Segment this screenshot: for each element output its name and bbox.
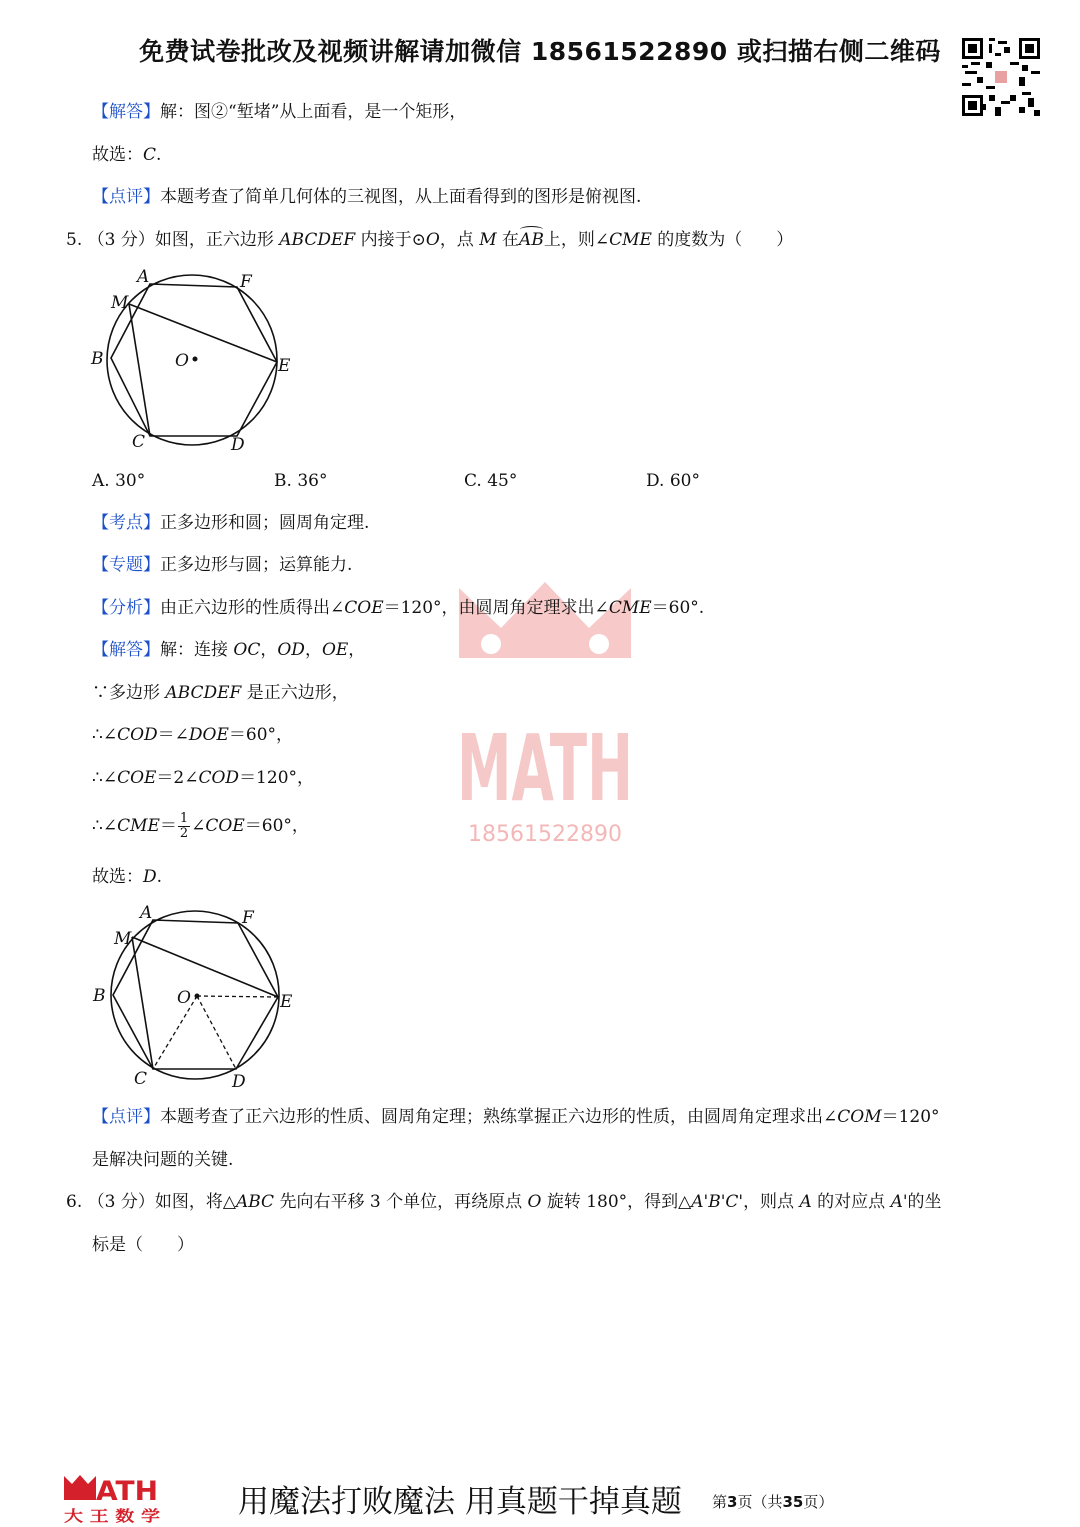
stem-text: 上，则∠ xyxy=(543,230,610,250)
solution-line-1 xyxy=(92,638,365,662)
center-dot xyxy=(195,994,200,999)
option-value: 30° xyxy=(115,471,146,491)
logo-crown xyxy=(64,1475,96,1500)
page-total: 35 xyxy=(782,1493,804,1511)
solution-text: ＝2∠ xyxy=(156,768,199,788)
solution-italic: OD xyxy=(277,640,305,660)
prev-comment-line xyxy=(92,185,641,209)
solution-text: ＝60°， xyxy=(228,725,294,745)
solution-text: ＝60°， xyxy=(244,816,309,836)
question-number: 5. xyxy=(66,230,83,250)
solution-italic: COD xyxy=(198,768,240,788)
option-c[interactable] xyxy=(464,469,517,493)
segment-oe xyxy=(197,996,278,997)
option-a[interactable] xyxy=(92,469,145,493)
option-value: 36° xyxy=(297,471,328,491)
stem-text: 的度数为（ ） xyxy=(651,230,794,250)
question-score: （3 分） xyxy=(87,1192,155,1212)
hexagon-solution-figure xyxy=(88,900,303,1095)
label-d: D xyxy=(231,435,245,455)
prev-choice-line xyxy=(92,143,161,167)
qr-code-icon xyxy=(962,38,1040,116)
solution-italic: DOE xyxy=(188,725,229,745)
label-c: C xyxy=(134,1069,148,1089)
label-m: M xyxy=(111,293,129,313)
analysis-text: ＝120°，由圆周角定理求出∠ xyxy=(383,598,609,618)
prev-answer-line xyxy=(92,100,466,124)
comment-tag: 【点评】 xyxy=(92,1107,160,1127)
solution-text: ∴∠ xyxy=(92,816,118,836)
label-c: C xyxy=(132,432,146,452)
header-banner: 免费试卷批改及视频讲解请加微信 18561522890 或扫描右侧二维码 xyxy=(139,37,941,66)
page-number xyxy=(712,1491,833,1512)
fraction-denominator: 2 xyxy=(179,826,189,841)
solution-text: ， xyxy=(260,640,278,660)
option-key: B. xyxy=(274,471,292,491)
q5-choice-line xyxy=(92,865,162,889)
segment-me xyxy=(132,937,278,997)
topic-tag: 【专题】 xyxy=(92,555,160,575)
stem-italic: M xyxy=(479,230,497,250)
stem-text: 先向右平移 3 个单位，再绕原点 xyxy=(274,1192,528,1212)
label-e: E xyxy=(278,356,291,376)
option-key: D. xyxy=(646,471,665,491)
label-f: F xyxy=(242,908,254,928)
choice-prefix: 故选： xyxy=(92,145,143,165)
choice-letter: D xyxy=(143,867,157,887)
analysis-line xyxy=(92,596,704,620)
point-line xyxy=(92,511,369,535)
option-value: 60° xyxy=(669,471,700,491)
q5-stem xyxy=(66,228,793,252)
option-key: C. xyxy=(464,471,482,491)
solution-text: ∵多边形 xyxy=(92,683,166,703)
analysis-italic: COE xyxy=(344,598,384,618)
solution-italic: CME xyxy=(117,816,160,836)
q6-stem xyxy=(66,1190,942,1214)
stem-text: ，则点 xyxy=(743,1192,800,1212)
stem-italic: A'B'C' xyxy=(691,1192,744,1212)
comment-italic: COM xyxy=(837,1107,882,1127)
topic-line xyxy=(92,553,352,577)
solution-line-3 xyxy=(92,723,293,747)
solution-text: ∠ xyxy=(191,816,206,836)
watermark-word: MATH xyxy=(457,715,633,822)
hexagon-figure xyxy=(88,262,298,457)
q5-comment-line-1 xyxy=(92,1105,940,1129)
watermark-phone: 18561522890 xyxy=(468,822,622,847)
analysis-text: ＝60°. xyxy=(651,598,705,618)
stem-text: 如图，正六边形 xyxy=(154,230,280,250)
logo-word: ATH xyxy=(96,1476,158,1507)
comment-text: ＝120° xyxy=(881,1107,940,1127)
solution-italic: COD xyxy=(117,725,158,745)
crown-hole xyxy=(481,634,501,654)
label-d: D xyxy=(232,1072,246,1092)
solution-text: 解：连接 xyxy=(160,640,234,660)
comment-tag: 【点评】 xyxy=(92,187,160,207)
solution-text: 是正六边形， xyxy=(241,683,349,703)
answer-text: 解：图②“堑堵”从上面看，是一个矩形， xyxy=(160,102,467,122)
comment-text: 是解决问题的关键. xyxy=(92,1150,234,1170)
analysis-tag: 【分析】 xyxy=(92,598,160,618)
question-score: （3 分） xyxy=(87,230,155,250)
option-value: 45° xyxy=(487,471,518,491)
solution-italic: OC xyxy=(233,640,261,660)
stem-text: 如图，将△ xyxy=(154,1192,236,1212)
option-b[interactable] xyxy=(274,469,327,493)
page-text: 页（共 xyxy=(737,1493,783,1511)
stem-italic: O xyxy=(527,1192,542,1212)
label-m: M xyxy=(114,929,132,949)
math-logo xyxy=(62,1472,164,1524)
arc-ab: AB xyxy=(519,230,544,250)
stem-italic: ABC xyxy=(235,1192,275,1212)
answer-tag: 【解答】 xyxy=(92,102,160,122)
point-text: 正多边形和圆；圆周角定理. xyxy=(160,513,370,533)
comment-text: 本题考查了简单几何体的三视图，从上面看得到的图形是俯视图. xyxy=(160,187,642,207)
question-number: 6. xyxy=(66,1192,83,1212)
solution-text: ∴∠ xyxy=(92,768,118,788)
label-a: A xyxy=(137,267,150,287)
solution-italic: ABCDEF xyxy=(165,683,242,703)
option-key: A. xyxy=(92,471,110,491)
fraction-half xyxy=(178,812,190,841)
solution-text: ＝120°， xyxy=(239,768,315,788)
solution-text: ＝ xyxy=(159,816,177,836)
stem-text: 旋转 180°，得到△ xyxy=(541,1192,692,1212)
stem-text: 的对应点 xyxy=(811,1192,891,1212)
solution-italic: OE xyxy=(321,640,349,660)
solution-text: ， xyxy=(304,640,322,660)
page-current: 3 xyxy=(727,1493,738,1511)
stem-text: 的坐 xyxy=(907,1192,942,1212)
choice-suffix: . xyxy=(156,145,162,165)
solution-text: ， xyxy=(348,640,366,660)
point-tag: 【考点】 xyxy=(92,513,160,533)
stem-text: 标是（ ） xyxy=(92,1235,194,1255)
stem-italic: O xyxy=(425,230,440,250)
stem-text: 内接于⊙ xyxy=(355,230,426,250)
footer-slogan: 用魔法打败魔法 用真题干掉真题 xyxy=(238,1484,682,1520)
stem-text: ，点 xyxy=(439,230,480,250)
stem-italic: A' xyxy=(890,1192,908,1212)
label-a: A xyxy=(140,903,153,923)
label-o: O xyxy=(175,351,189,371)
label-b: B xyxy=(93,986,106,1006)
page-text: 页） xyxy=(803,1493,834,1511)
stem-italic: CME xyxy=(609,230,652,250)
label-e: E xyxy=(280,992,293,1012)
stem-text: 在 xyxy=(496,230,520,250)
stem-italic: ABCDEF xyxy=(279,230,356,250)
stem-italic: A xyxy=(799,1192,812,1212)
analysis-italic: CME xyxy=(608,598,652,618)
segment-me xyxy=(129,304,277,362)
solution-line-4 xyxy=(92,766,314,790)
label-b: B xyxy=(91,349,104,369)
solution-text: ∴∠ xyxy=(92,725,118,745)
solution-italic: COE xyxy=(117,768,157,788)
comment-text: 本题考查了正六边形的性质、圆周角定理；熟练掌握正六边形的性质，由圆周角定理求出∠ xyxy=(160,1107,838,1127)
label-o: O xyxy=(177,988,191,1008)
fraction-numerator: 1 xyxy=(179,811,189,826)
circle-o xyxy=(107,275,277,445)
choice-prefix: 故选： xyxy=(92,867,143,887)
solution-line-2 xyxy=(92,681,349,705)
solution-italic: COE xyxy=(205,816,245,836)
option-d[interactable] xyxy=(646,469,700,493)
segment-od xyxy=(197,996,236,1069)
logo-subtitle: 大 王 数 学 xyxy=(64,1507,160,1525)
solution-line-5 xyxy=(92,812,309,841)
label-f: F xyxy=(240,272,252,292)
page-text: 第 xyxy=(712,1493,728,1511)
center-dot xyxy=(193,357,198,362)
topic-text: 正多边形与圆；运算能力. xyxy=(160,555,353,575)
q5-comment-line-2 xyxy=(92,1148,233,1172)
choice-suffix: . xyxy=(156,867,163,887)
solution-text: ＝∠ xyxy=(157,725,189,745)
crown-hole xyxy=(589,634,609,654)
solution-tag: 【解答】 xyxy=(92,640,160,660)
choice-letter: C xyxy=(143,145,157,165)
analysis-text: 由正六边形的性质得出∠ xyxy=(160,598,345,618)
q6-stem-line-2 xyxy=(92,1233,194,1257)
